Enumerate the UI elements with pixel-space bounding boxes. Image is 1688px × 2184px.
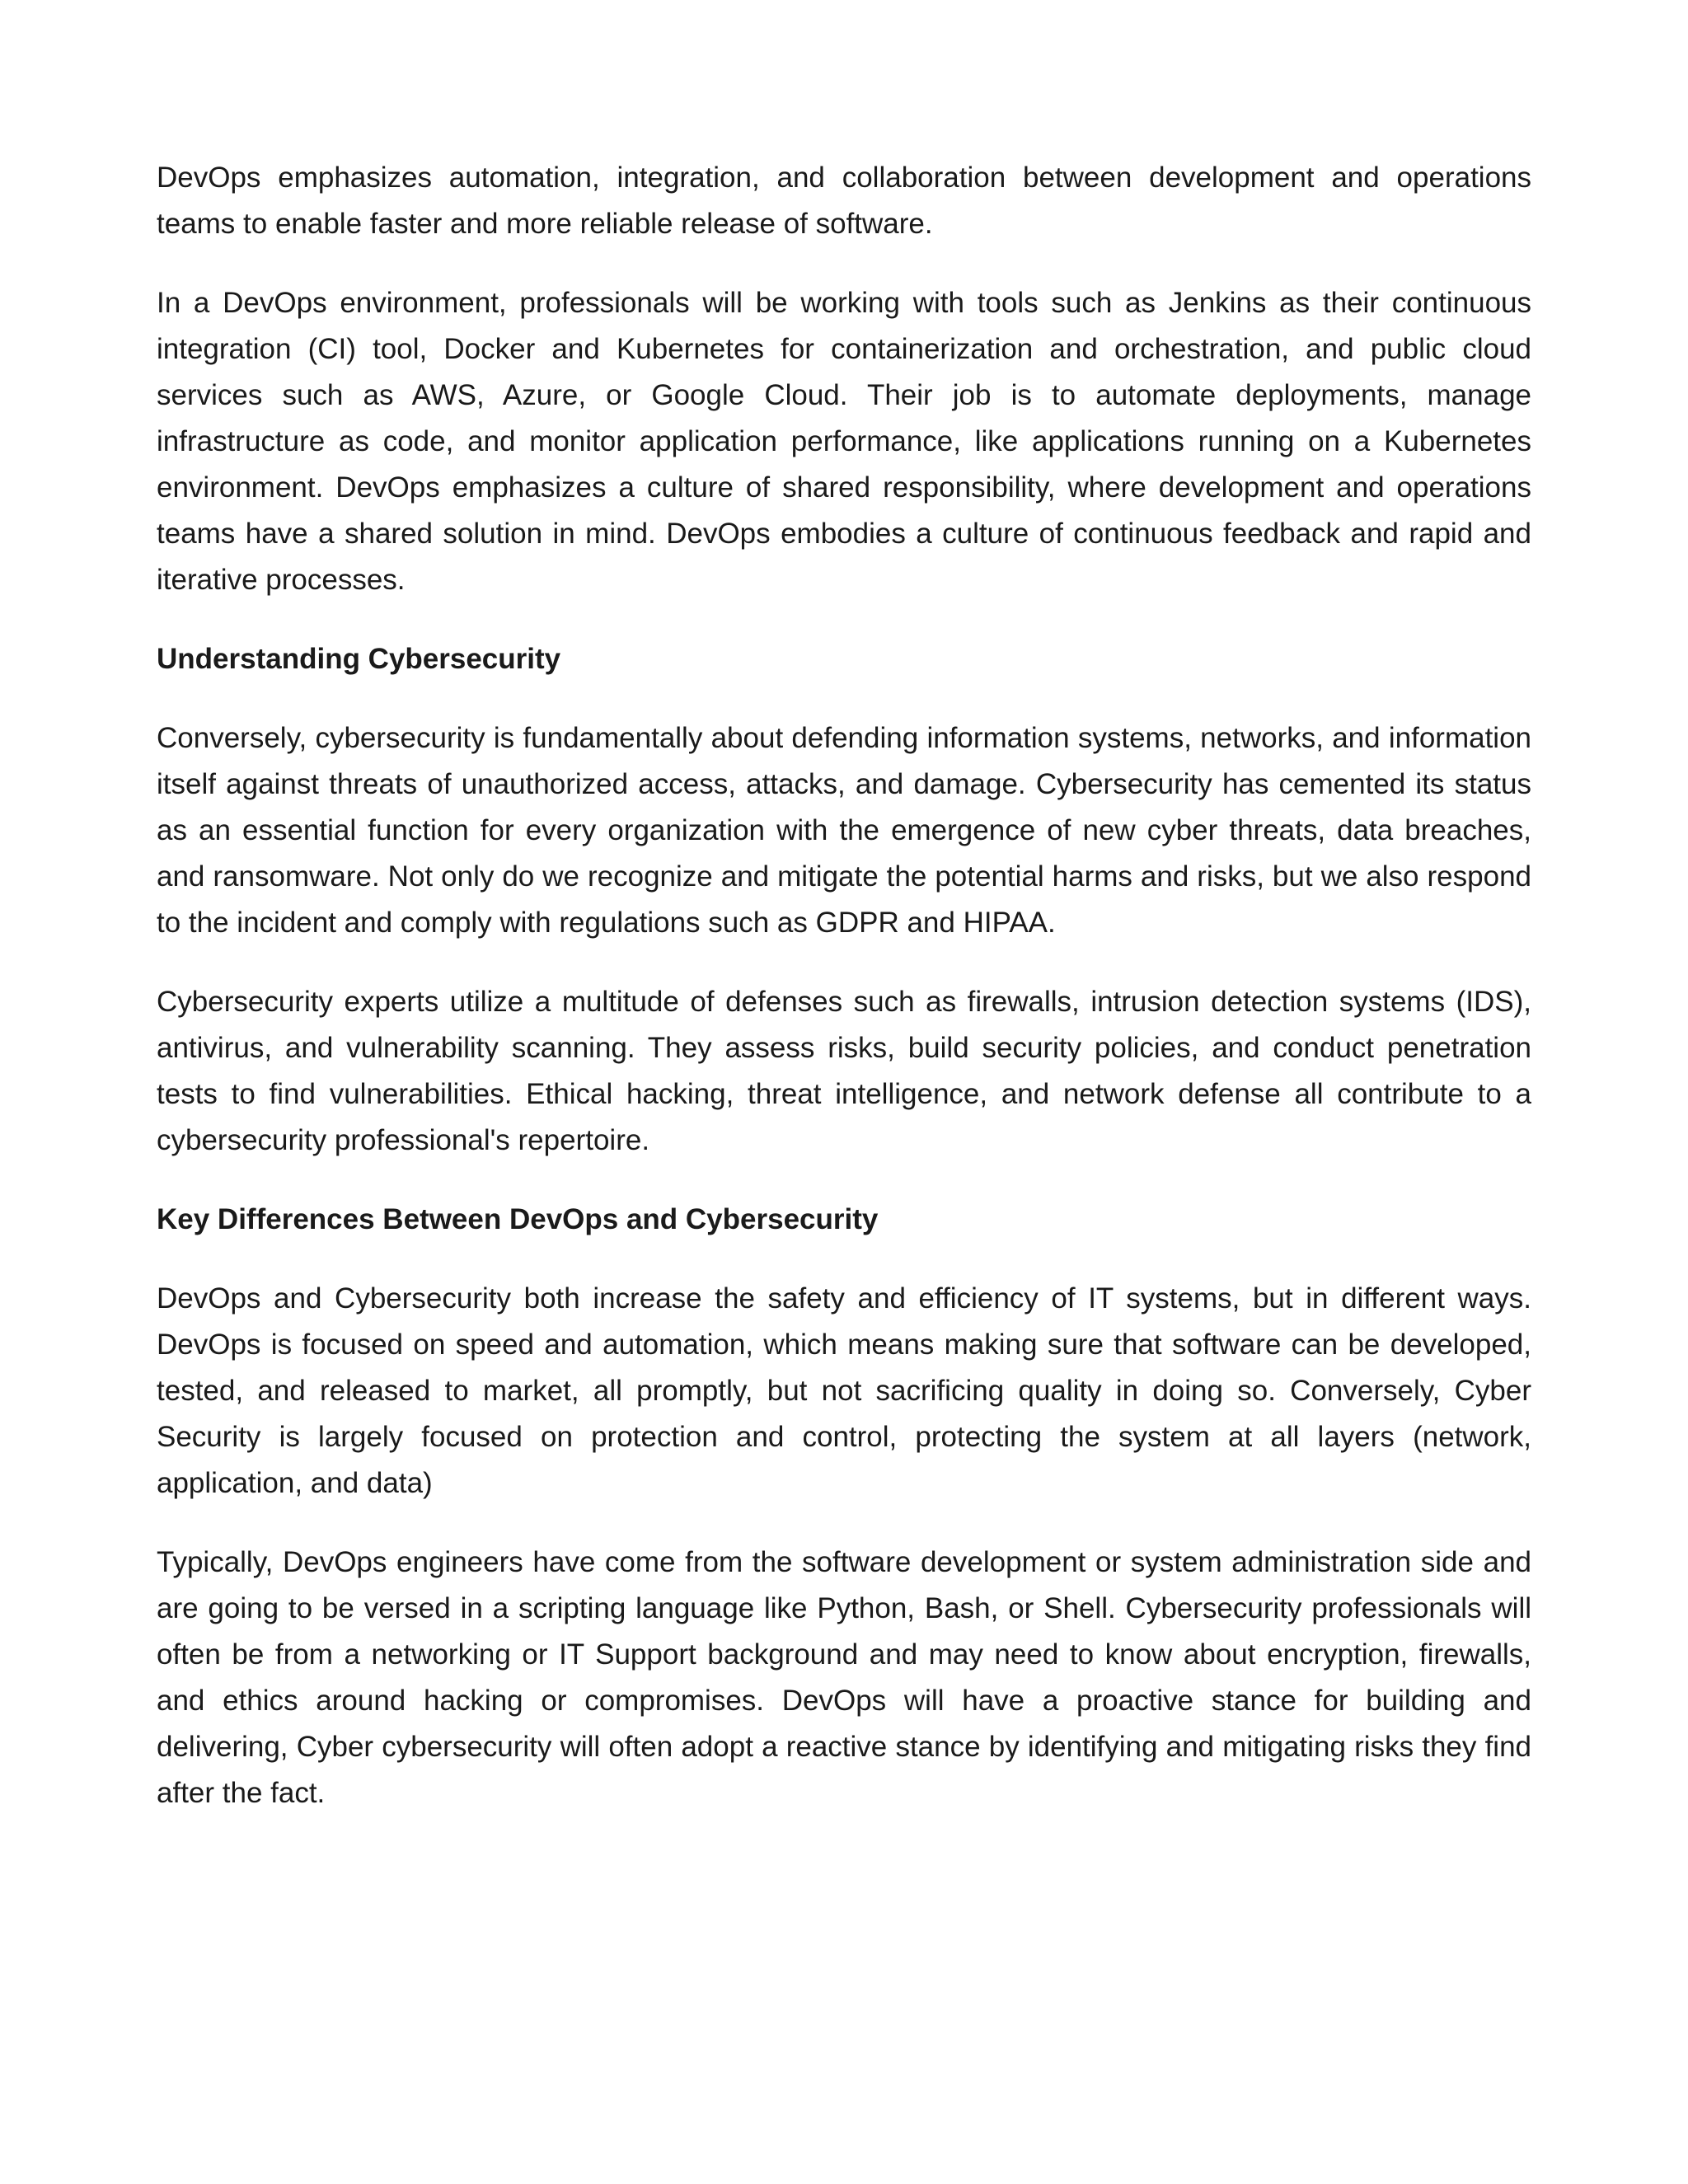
paragraph-differences-background: Typically, DevOps engineers have come from the software development or system administration side and are going to be versed in a scripting language like Python, Bash, or Shell. Cybersecurity professionals will often be from a networking or IT Support background and may need to know about encryption, firewalls, and ethics around hacking or compromises. DevOps will have a proactive stance for building and delivering, Cyber cybersecurity will often adopt a reactive stance by identifying and mitigating risks they find after the fact.: [157, 1546, 1531, 1809]
paragraph-differences-focus: DevOps and Cybersecurity both increase the safety and efficiency of IT systems, but in different ways. DevOps is focused on speed and automation, which means making sure that software can be developed, tested, and released to market, all promptly, but not sacrificing quality in doing so. Conversely, Cyber Security is largely focused on protection and control, protecting the system at all layers (network, application, and data): [157, 1282, 1531, 1499]
document-body: [157, 155, 1531, 1849]
paragraph-cybersecurity-definition: Conversely, cybersecurity is fundamentally about defending information systems, networks, and information itself against threats of unauthorized access, attacks, and damage. Cybersecurity has cemented its status as an essential function for every organization with the emergence of new cyber threats, data breaches, and ransomware. Not only do we recognize and mitigate the potential harms and risks, but we also respond to the incident and comply with regulations such as GDPR and HIPAA.: [157, 722, 1531, 939]
paragraph-devops-intro: DevOps emphasizes automation, integration, and collaboration between development and operations teams to enable faster and more reliable release of software.: [157, 162, 1531, 240]
paragraph-devops-environment: In a DevOps environment, professionals will be working with tools such as Jenkins as their continuous integration (CI) tool, Docker and Kubernetes for containerization and orchestration, and public cloud services such as AWS, Azure, or Google Cloud. Their job is to automate deployments, manage infrastructure as code, and monitor application performance, like applications running on a Kubernetes environment. DevOps emphasizes a culture of shared responsibility, where development and operations teams have a shared solution in mind. DevOps embodies a culture of continuous feedback and rapid and iterative processes.: [157, 287, 1531, 596]
heading-understanding-cybersecurity: Understanding Cybersecurity: [157, 643, 561, 675]
heading-key-differences: Key Differences Between DevOps and Cybersecurity: [157, 1203, 879, 1235]
paragraph-cybersecurity-experts: Cybersecurity experts utilize a multitude of defenses such as firewalls, intrusion detection systems (IDS), antivirus, and vulnerability scanning. They assess risks, build security policies, and conduct penetration tests to find vulnerabilities. Ethical hacking, threat intelligence, and network defense all contribute to a cybersecurity professional's repertoire.: [157, 986, 1531, 1156]
